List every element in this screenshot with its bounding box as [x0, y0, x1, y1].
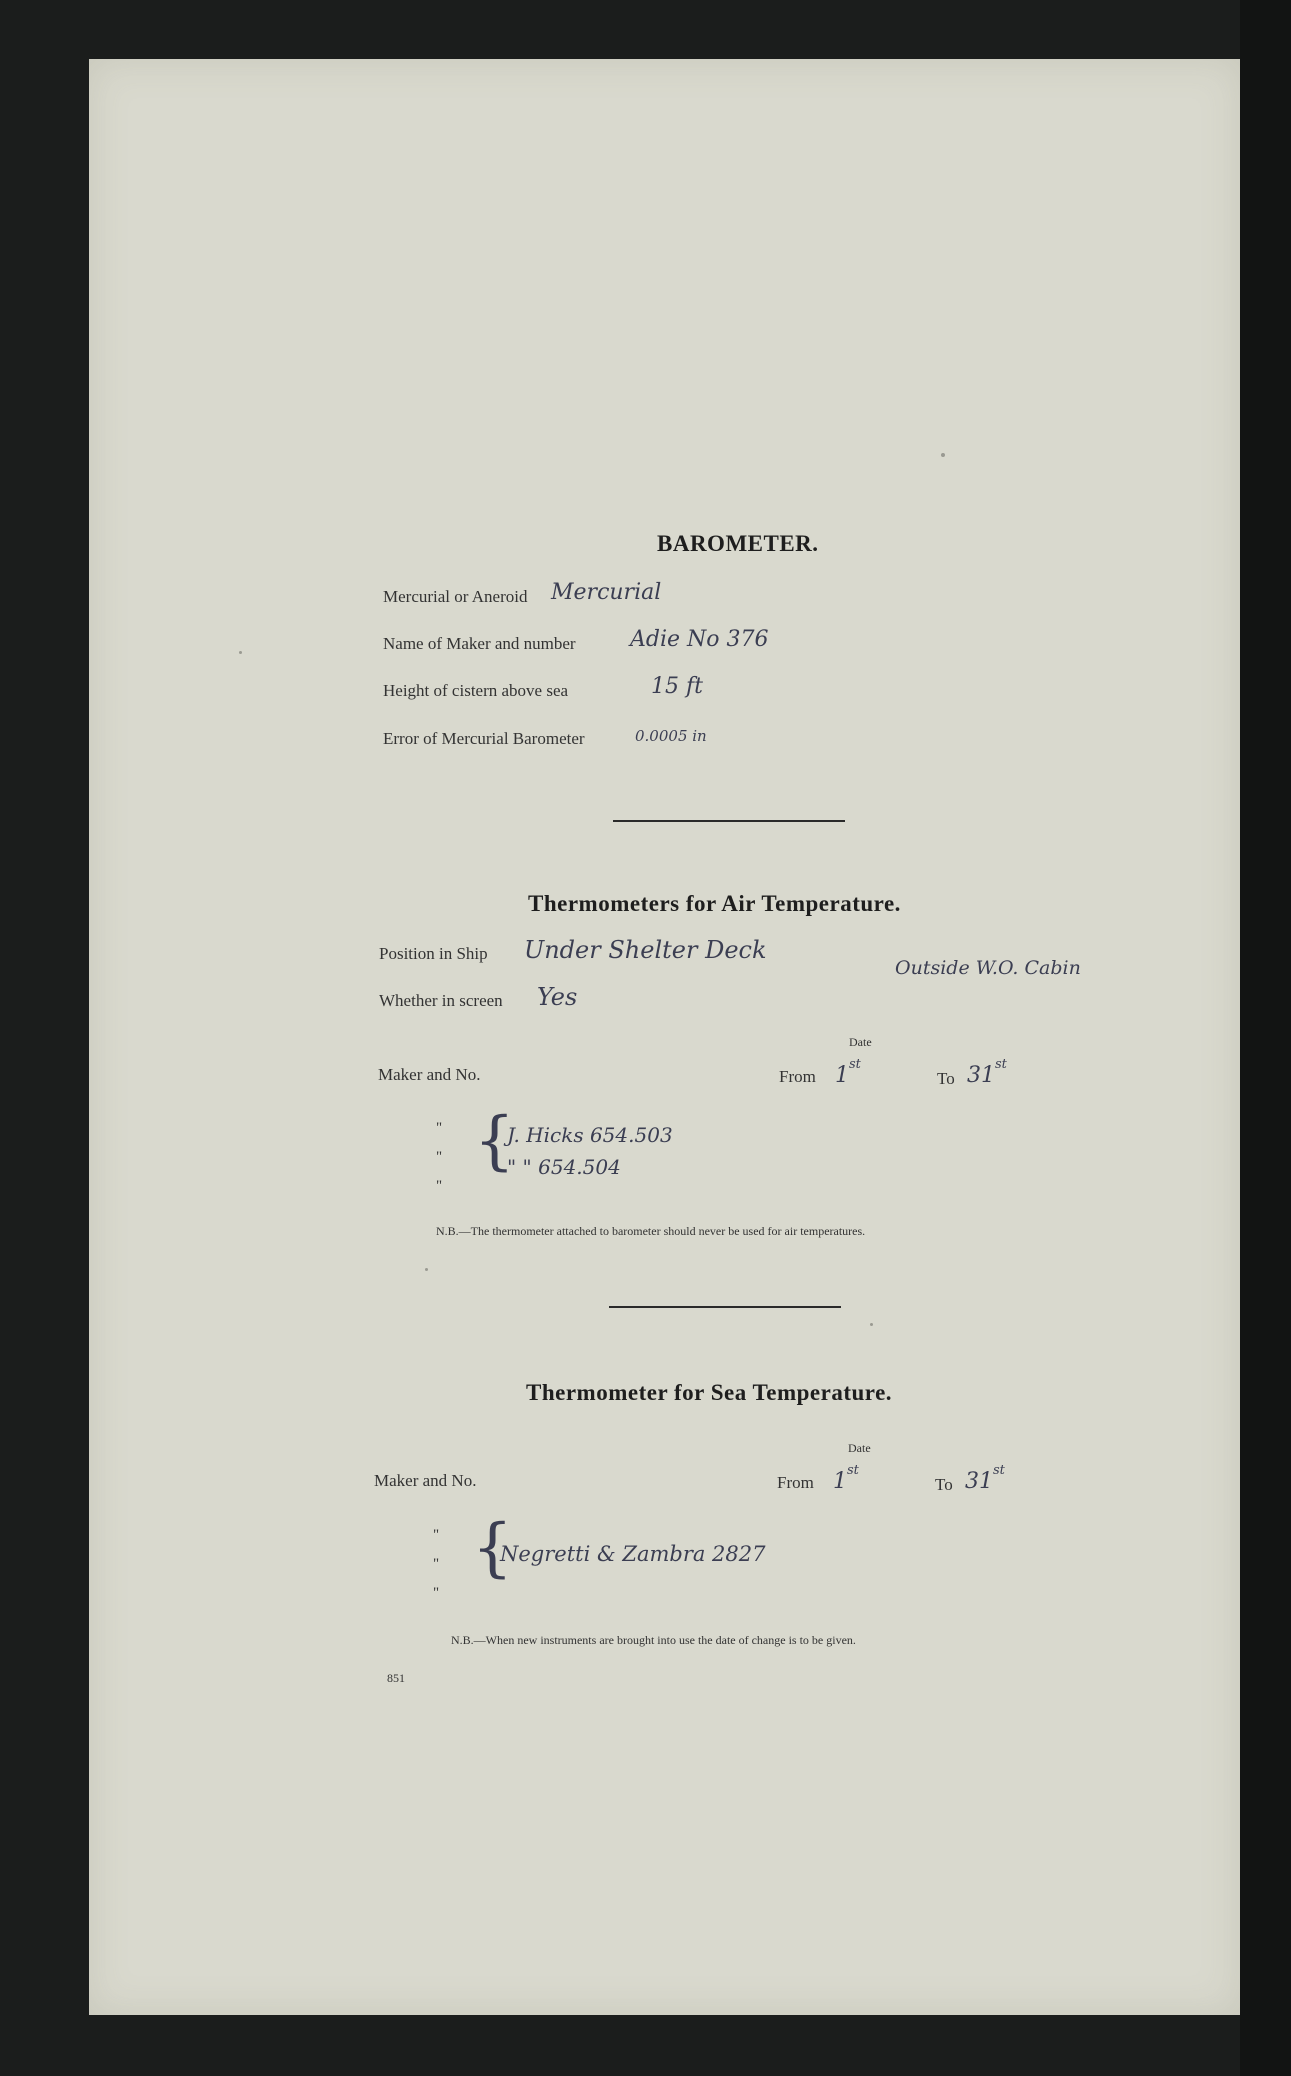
form-number: 851 [387, 1671, 405, 1685]
sea-to-label: To [935, 1475, 953, 1494]
air-to-day: 31 [967, 1063, 995, 1088]
barometer-height-label: Height of cistern above sea [383, 681, 569, 700]
air-to-suffix: st [995, 1057, 1007, 1072]
sea-entry: Negretti & Zambra 2827 [500, 1542, 766, 1566]
sea-to-day: 31 [965, 1469, 993, 1494]
scan-background-edge [1240, 0, 1291, 2076]
air-position-value: Under Shelter Deck [524, 936, 767, 964]
air-ditto-mark: " [436, 1178, 443, 1194]
barometer-type-label: Mercurial or Aneroid [383, 587, 528, 606]
air-position-note: Outside W.O. Cabin [895, 957, 1081, 979]
air-heading: Thermometers for Air Temperature. [528, 891, 901, 916]
barometer-maker-value: Adie No 376 [630, 627, 769, 652]
air-from-value [835, 1057, 861, 1088]
sea-ditto-mark: " [433, 1585, 440, 1601]
air-note: N.B.—The thermometer attached to barometer should never be used for air temperatures. [436, 1224, 866, 1238]
paper-speck [870, 1323, 873, 1326]
air-to-label: To [937, 1069, 955, 1088]
air-from-suffix: st [849, 1057, 861, 1072]
sea-date-label: Date [848, 1441, 871, 1455]
sea-from-suffix: st [847, 1463, 859, 1478]
sea-from-day: 1 [833, 1469, 847, 1494]
sea-from-value [833, 1463, 859, 1494]
air-maker-label: Maker and No. [378, 1065, 481, 1084]
paper-speck [425, 1268, 428, 1271]
sea-to-value [965, 1463, 1005, 1494]
air-ditto-mark: " [436, 1149, 443, 1165]
barometer-type-value: Mercurial [551, 580, 662, 605]
barometer-height-value: 15 ft [651, 674, 703, 699]
air-screen-label: Whether in screen [379, 991, 503, 1010]
sea-from-label: From [777, 1473, 814, 1492]
sea-maker-label: Maker and No. [374, 1471, 477, 1490]
sea-ditto-mark: " [433, 1527, 440, 1543]
air-screen-value: Yes [537, 983, 578, 1011]
section-divider [613, 820, 845, 822]
air-date-label: Date [849, 1035, 872, 1049]
form-page [89, 59, 1240, 2015]
barometer-maker-label: Name of Maker and number [383, 634, 576, 653]
sea-to-suffix: st [993, 1463, 1005, 1478]
barometer-error-label: Error of Mercurial Barometer [383, 729, 585, 748]
sea-note: N.B.—When new instruments are brought into use the date of change is to be given. [451, 1633, 856, 1647]
sea-ditto-mark: " [433, 1556, 440, 1572]
paper-speck [941, 453, 945, 457]
air-to-value [967, 1057, 1007, 1088]
sea-heading: Thermometer for Sea Temperature. [526, 1380, 893, 1405]
air-entry: " " 654.504 [507, 1155, 621, 1179]
air-entry: J. Hicks 654.503 [507, 1123, 673, 1147]
air-from-day: 1 [835, 1063, 849, 1088]
air-ditto-mark: " [436, 1120, 443, 1136]
sea-entries-brace: { [472, 1511, 513, 1585]
barometer-error-value: 0.0005 in [635, 727, 707, 745]
air-from-label: From [779, 1067, 816, 1086]
barometer-heading: BAROMETER. [657, 531, 819, 556]
section-divider [609, 1306, 841, 1308]
air-position-label: Position in Ship [379, 944, 488, 963]
paper-speck [239, 651, 242, 654]
air-entries-brace: { [474, 1104, 515, 1178]
